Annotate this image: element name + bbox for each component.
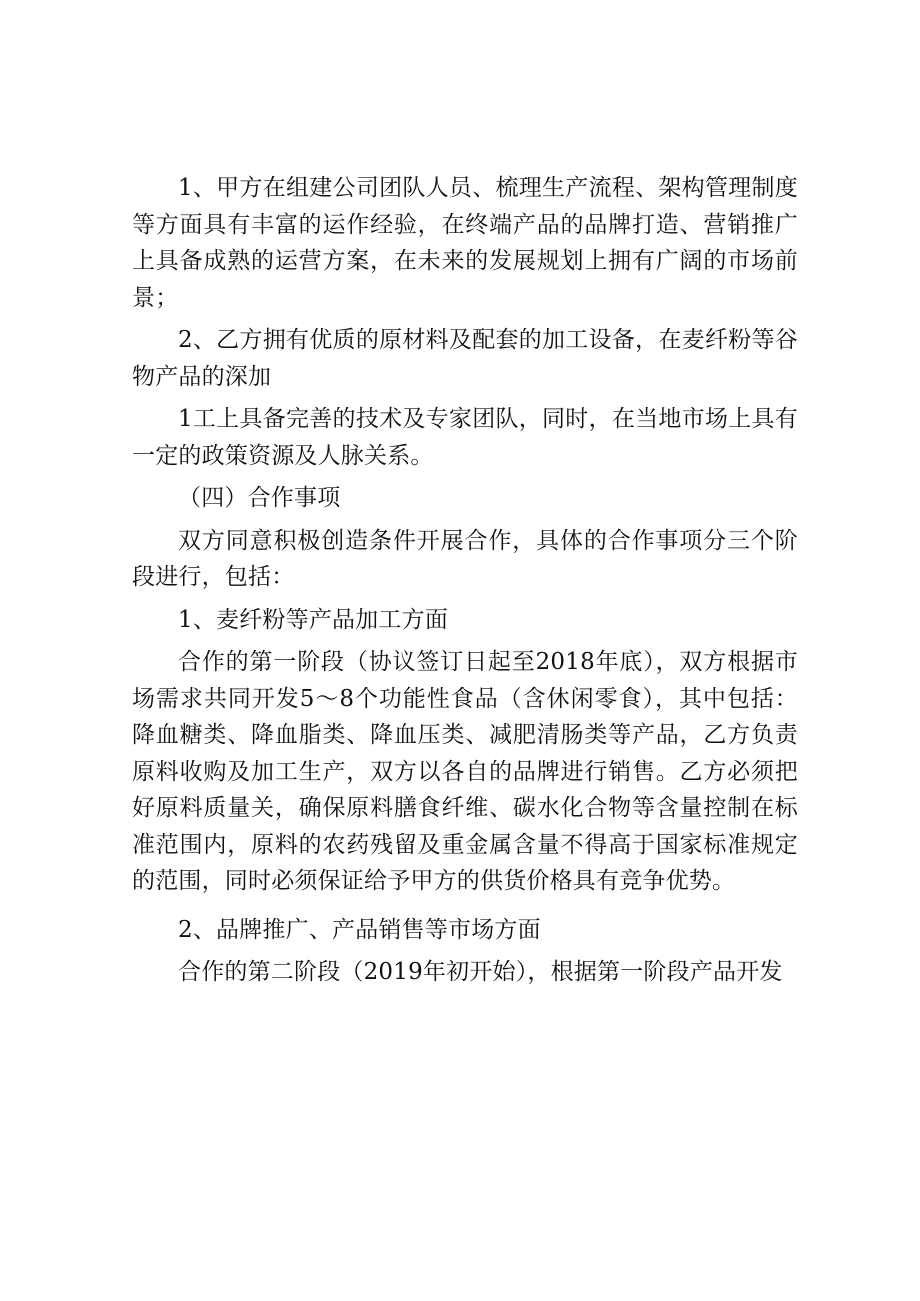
subheading-brand-marketing: 2、品牌推广、产品销售等市场方面 <box>178 916 541 943</box>
document-body <box>132 170 798 991</box>
paragraph-party-b-advantages-continued: 1工上具备完善的技术及专家团队，同时，在当地市场上具有一定的政策资源及人脉关系。 <box>132 406 798 469</box>
paragraph-party-b-advantages: 2、乙方拥有优质的原材料及配套的加工设备，在麦纤粉等谷物产品的深加 <box>132 327 798 390</box>
section-heading-cooperation-items: （四）合作事项 <box>178 485 341 511</box>
paragraph-party-a-advantages: 1、甲方在组建公司团队人员、梳理生产流程、架构管理制度等方面具有丰富的运作经验，在终端产品的品牌打造、营销推广上具备成熟的运营方案，在未来的发展规划上拥有广阔的市场前景； <box>132 175 798 311</box>
paragraph-cooperation-intro: 双方同意积极创造条件开展合作，具体的合作事项分三个阶段进行，包括： <box>132 527 798 590</box>
subheading-product-processing: 1、麦纤粉等产品加工方面 <box>178 606 449 633</box>
paragraph-phase-two: 合作的第二阶段（2019年初开始），根据第一阶段产品开发 <box>178 959 783 985</box>
paragraph-phase-one: 合作的第一阶段（协议签订日起至2018年底），双方根据市场需求共同开发5～8个功能性食品（含休闲零食），其中包括：降血糖类、降血脂类、降血压类、减肥清肠类等产品，乙方负责原料收购及加工生产，双方以各自的品牌进行销售。乙方必须把好原料质量关，确保原料膳食纤维、碳水化合物等含量控制在标准范围内，原料的农药残留及重金属含量不得高于国家标准规定的范围，同时必须保证给予甲方的供货价格具有竞争优势。 <box>132 649 798 894</box>
